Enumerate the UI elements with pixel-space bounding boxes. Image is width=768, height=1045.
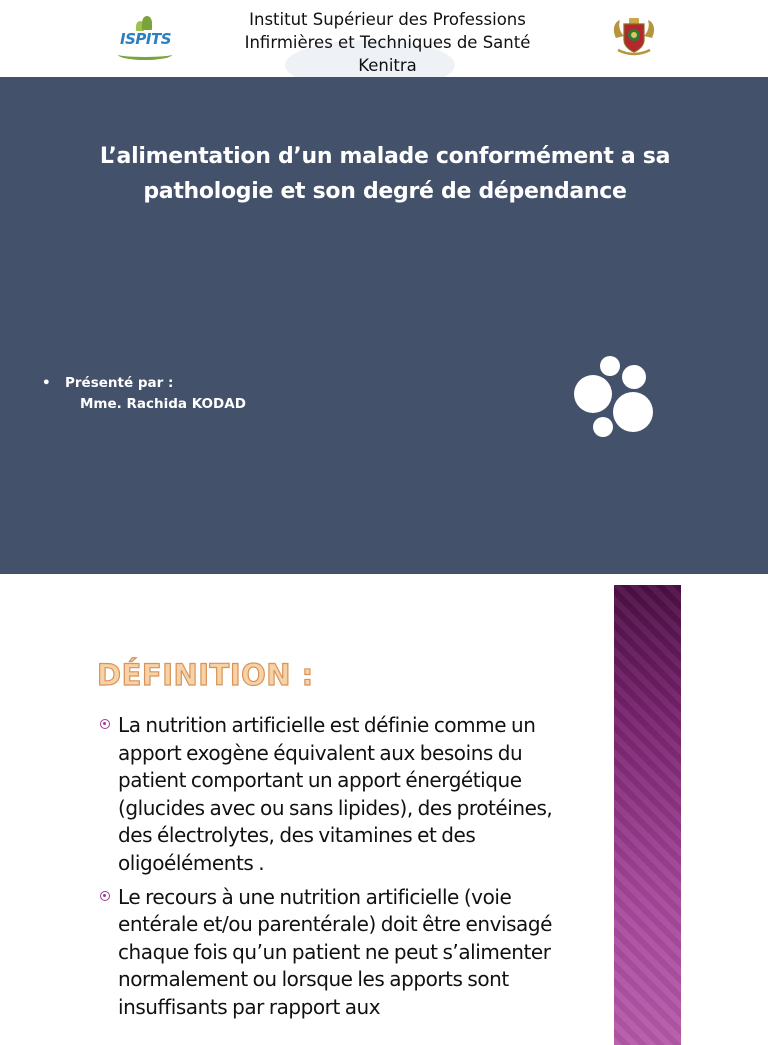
definition-heading: DÉFINITION :: [97, 658, 314, 692]
bullet-text: Le recours à une nutrition artificielle (voie entérale et/ou parentérale) doit être envisagé chaque fois qu’un patient ne peut s’alimenter normalement ou lorsque les apports sont insuffisants par rapport aux: [118, 884, 552, 1019]
decorative-side-bar: [614, 585, 681, 1045]
ispits-logo: [116, 16, 176, 58]
slide-header: [0, 0, 768, 77]
institute-line-3: Kenitra: [358, 56, 417, 75]
presenter-label: Présenté par :: [65, 375, 174, 391]
bullet-circle-icon: [100, 719, 110, 729]
institute-line-1: Institut Supérieur des Professions: [249, 10, 526, 29]
presentation-title: [60, 139, 710, 209]
decorative-circles-icon: [570, 353, 662, 439]
bullet-text: La nutrition artificielle est définie comme un apport exogène équivalent aux besoins du patient comportant un apport énergétique (glucides avec ou sans lipides), des protéines, des électrolytes, des vitamines et des oligoéléments .: [118, 713, 553, 875]
logo-sprout-icon: [142, 16, 152, 30]
logo-text: ISPITS: [120, 30, 171, 48]
bullet-item: [100, 712, 580, 878]
title-band: [0, 77, 768, 574]
bullet-item: [100, 884, 580, 1022]
bullet-circle-icon: [100, 891, 110, 901]
slide-2: [0, 574, 768, 1024]
institute-name: [200, 8, 575, 77]
title-line-2: pathologie et son degré de dépendance: [143, 179, 627, 204]
definition-bullets: [100, 712, 580, 1028]
logo-swoosh: [118, 49, 172, 60]
title-line-1: L’alimentation d’un malade conformément a sa: [99, 144, 671, 169]
presenter-name: Mme. Rachida KODAD: [80, 396, 246, 412]
bullet-dot: •: [42, 375, 51, 391]
coat-of-arms-icon: [610, 16, 658, 58]
institute-line-2: Infirmières et Techniques de Santé: [244, 33, 531, 52]
